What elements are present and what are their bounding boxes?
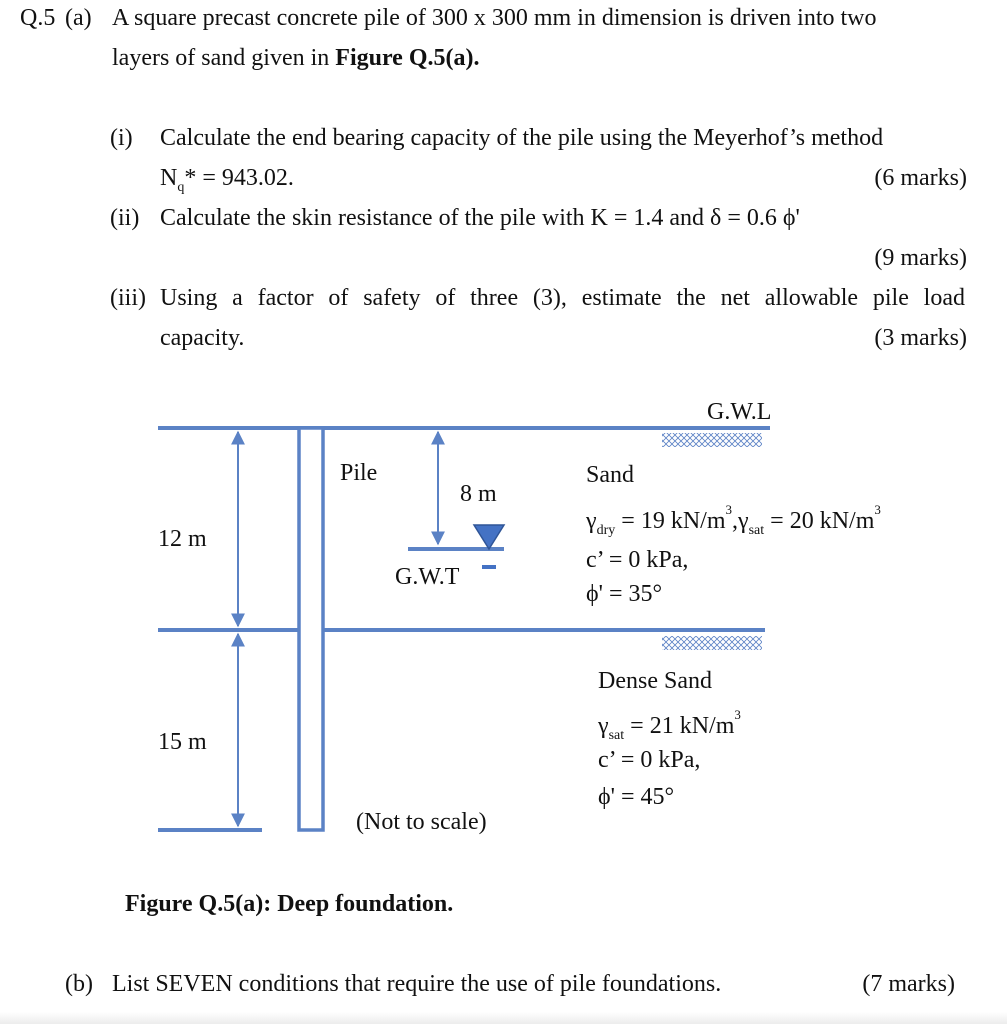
part-a-line-2-text: layers of sand given in	[112, 45, 336, 71]
nq-value: * = 943.02.	[184, 165, 294, 191]
part-b-marks: (7 marks)	[862, 971, 955, 997]
pile-label: Pile	[340, 460, 378, 486]
item-i-line-1: Calculate the end bearing capacity of the pile using the Meyerhof’s method	[160, 125, 884, 151]
sand-cohesion: c’ = 0 kPa,	[586, 547, 689, 573]
item-iii-label: (iii)	[110, 285, 146, 311]
part-b-text: List SEVEN conditions that require the use of pile foundations.	[112, 971, 722, 997]
pile	[299, 428, 323, 830]
item-iii-marks: (3 marks)	[874, 325, 967, 351]
item-iii-line-1: Using a factor of safety of three (3), estimate the net allowable pile load	[160, 285, 965, 311]
part-a-label: (a)	[65, 5, 92, 31]
sand-friction-angle: ϕ' = 35°	[586, 581, 663, 607]
item-ii-label: (ii)	[110, 205, 140, 231]
gamma-dry-symbol: γ	[586, 508, 597, 534]
dense-sand-unit-weight	[598, 707, 741, 744]
gamma-sat-symbol: γ	[598, 713, 609, 739]
depth-12m-label: 12 m	[158, 526, 207, 552]
dense-sand-cohesion: c’ = 0 kPa,	[598, 747, 701, 773]
page-bottom-edge	[0, 1012, 1007, 1024]
item-i-label: (i)	[110, 125, 133, 151]
sand-layer-title: Sand	[586, 462, 634, 488]
cube-superscript-3: 3	[734, 707, 741, 722]
figure-caption: Figure Q.5(a): Deep foundation.	[125, 891, 454, 917]
nq-symbol: N	[160, 165, 178, 191]
sat-subscript-2: sat	[608, 728, 625, 743]
layer-hatch	[662, 636, 762, 650]
nq-subscript: q	[177, 180, 185, 195]
question-number: Q.5	[20, 5, 56, 31]
gwl-label: G.W.L	[707, 399, 772, 425]
depth-15m-label: 15 m	[158, 729, 207, 755]
item-ii-line-1: Calculate the skin resistance of the pile with K = 1.4 and δ = 0.6 ϕ'	[160, 205, 800, 231]
part-b-label: (b)	[65, 971, 93, 997]
dry-subscript: dry	[596, 523, 616, 538]
item-ii-marks: (9 marks)	[874, 245, 967, 271]
gwl-hatch	[662, 433, 762, 447]
gamma-sat-value: = 20 kN/m	[764, 508, 875, 534]
cube-superscript: 3	[725, 502, 732, 517]
figure-reference: Figure Q.5(a).	[335, 45, 480, 71]
not-to-scale-label: (Not to scale)	[356, 809, 487, 835]
item-iii-line-2: capacity.	[160, 325, 245, 351]
part-a-line-1: A square precast concrete pile of 300 x 300 mm in dimension is driven into two	[112, 5, 877, 31]
cube-superscript-2: 3	[874, 502, 881, 517]
gamma-sat-value-2: = 21 kN/m	[624, 713, 735, 739]
item-i-marks: (6 marks)	[874, 165, 967, 191]
gamma-dry-value: = 19 kN/m	[615, 508, 726, 534]
dense-sand-layer-title: Dense Sand	[598, 668, 712, 694]
sand-unit-weights	[586, 502, 881, 539]
sat-subscript: sat	[748, 523, 765, 538]
gwt-label: G.W.T	[395, 564, 460, 590]
water-table-triangle	[474, 525, 504, 549]
depth-8m-label: 8 m	[460, 481, 497, 507]
dense-sand-friction-angle: ϕ' = 45°	[598, 784, 675, 810]
gamma-separator: ,γ	[731, 508, 749, 534]
